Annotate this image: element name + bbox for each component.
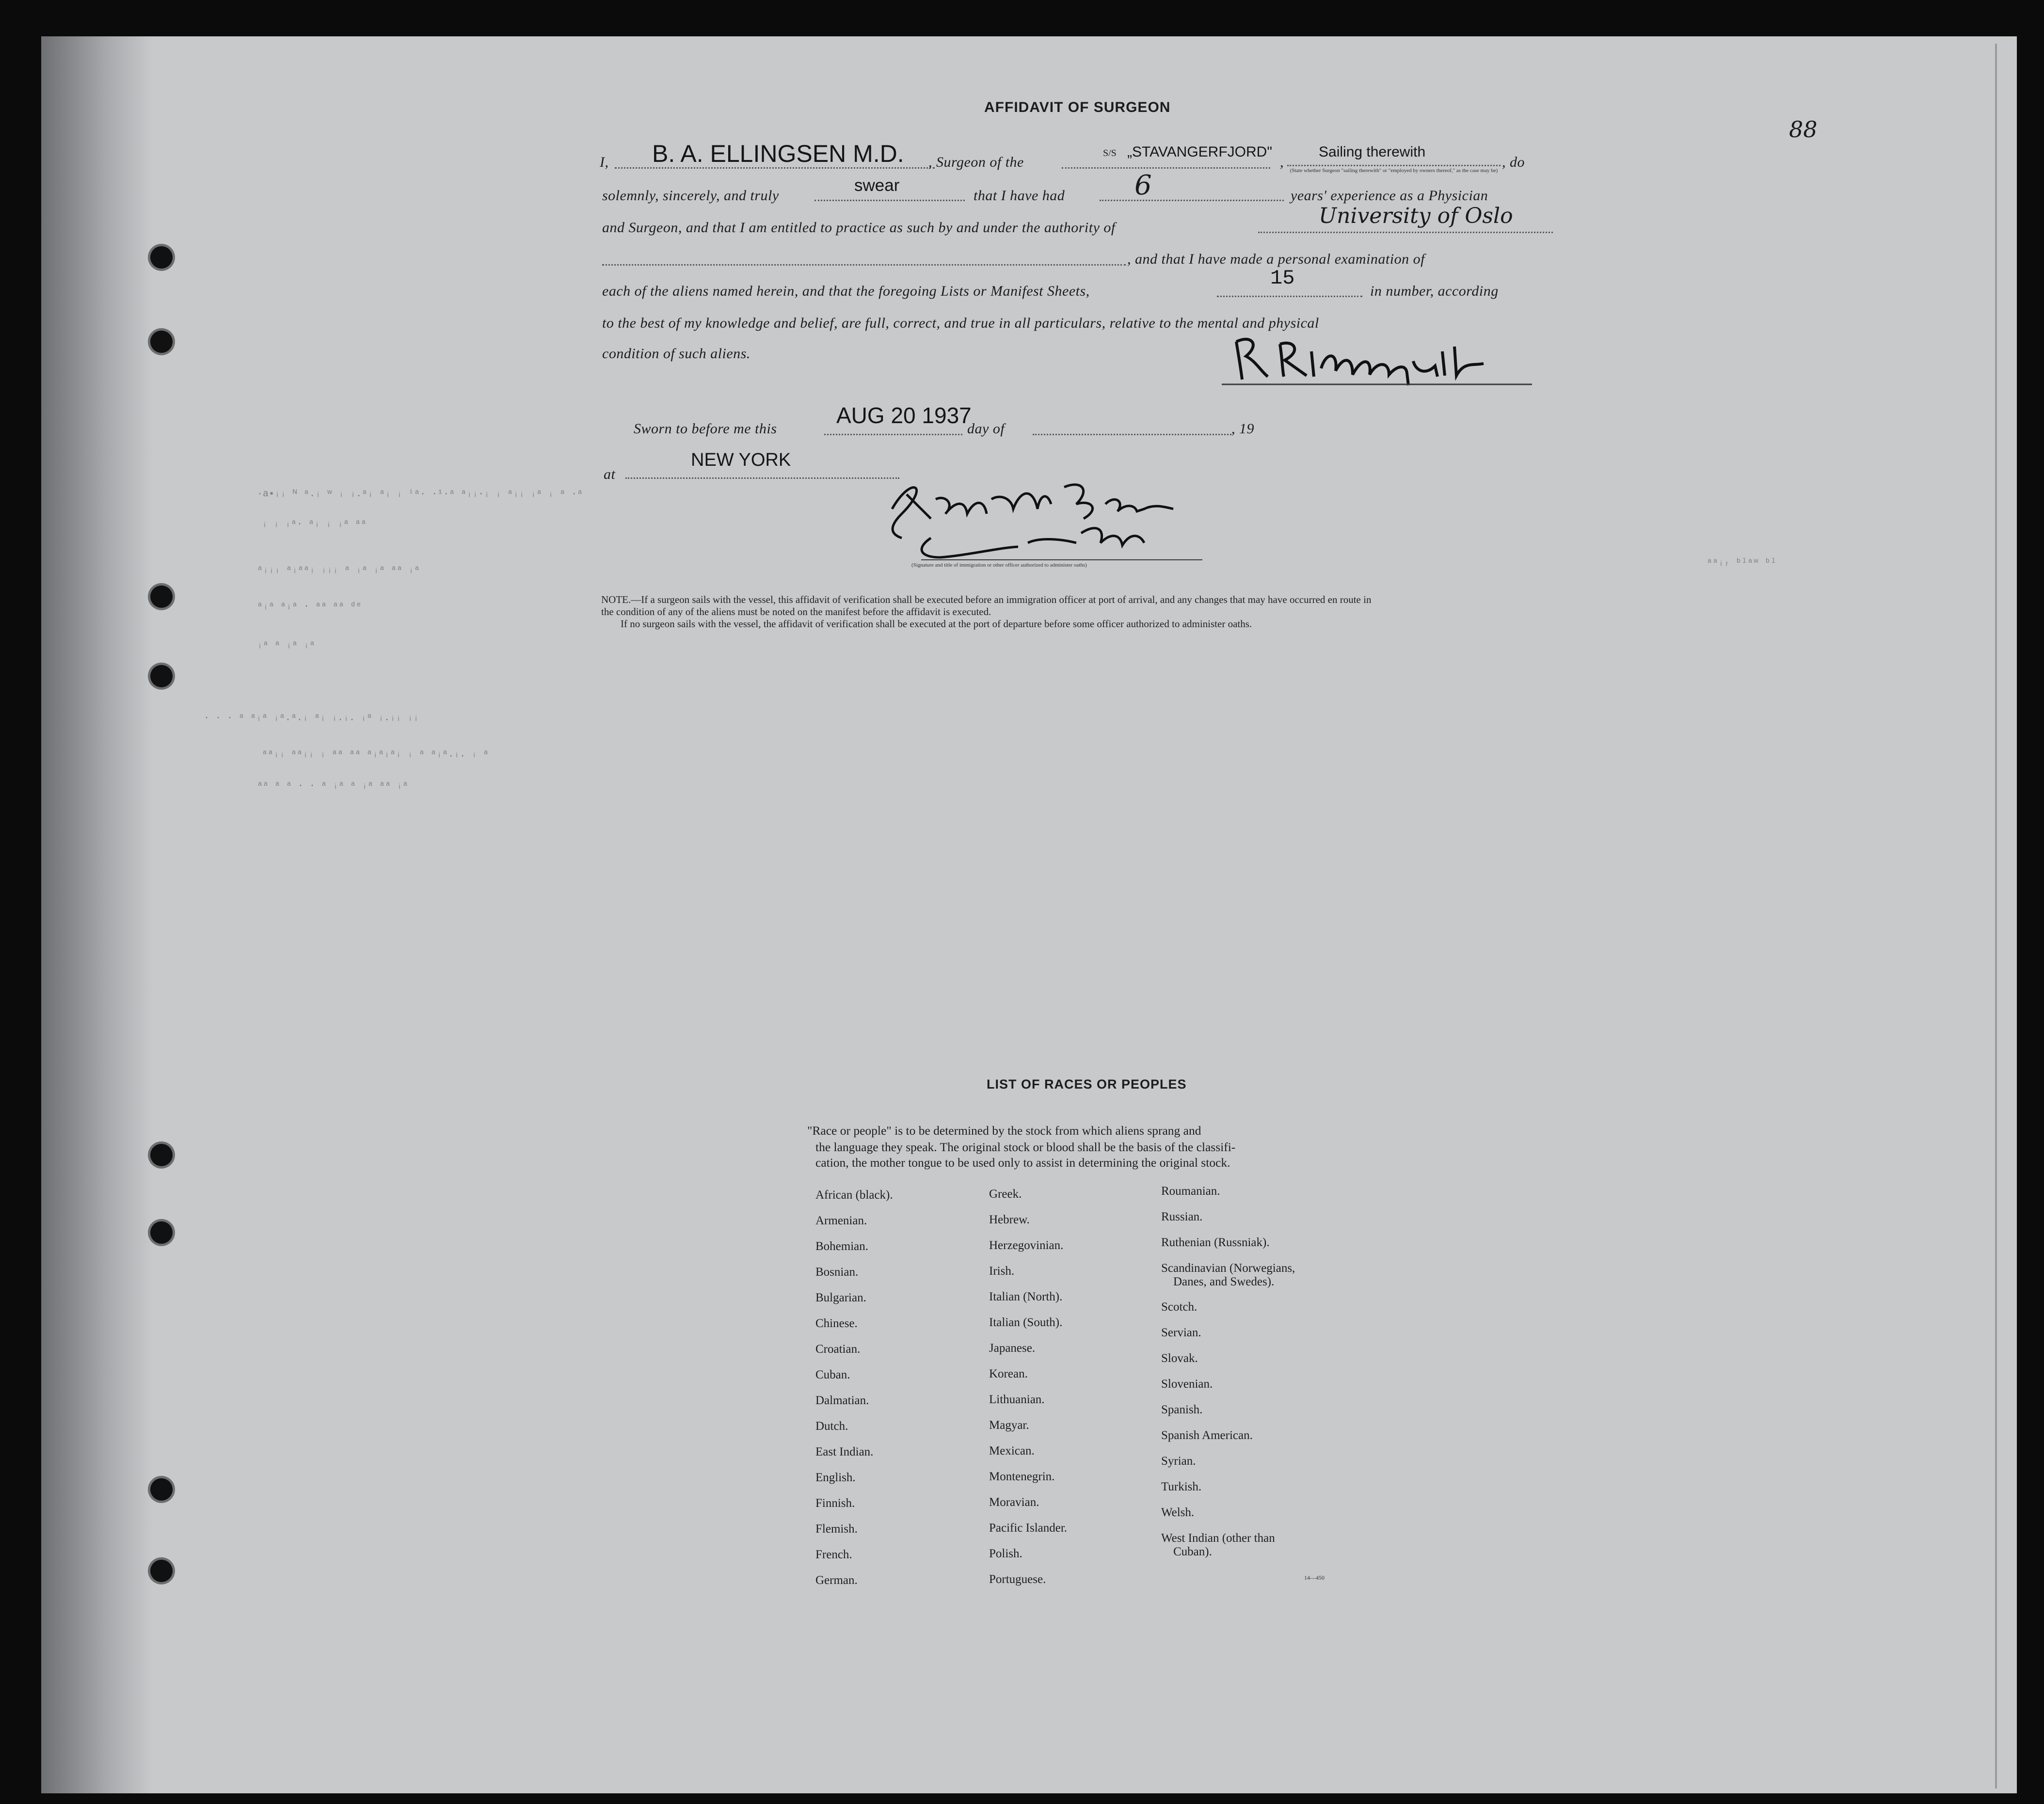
bleed-through: ·a▪ᵢᵢ ᴺ ᵃ.ᵢ ʷ ᵢ ᵢ.ᵃᵢ ᵃᵢ ᵢ ⁱᵃ· ·¹·ᵃ ᵃᵢᵢ·ᵢ ᵢ ᵃᵢᵢ ᵢᵃ ᵢ ᵃ ·ᵃ [257,489,583,500]
note-line: NOTE.—If a surgeon sails with the vessel, this affidavit of verification shall be executed before an immigration officer at port of arrival, and any changes that may have occurred en route in [601,594,1372,605]
note-line: If no surgeon sails with the vessel, the affidavit of verification shall be executed at the port of departure before some officer authorized to administer oaths. [621,618,1252,630]
licensing-authority: University of Oslo [1319,204,1513,228]
page-number: 88 [1789,116,1818,142]
underline [615,167,935,169]
race-item: Finnish. [815,1497,855,1510]
race-item: English. [815,1471,856,1484]
affidavit-text: each of the aliens named herein, and that the foregoing Lists or Manifest Sheets, [602,283,1090,299]
race-item: Danes, and Swedes). [1173,1275,1275,1288]
surgeon-name: B. A. ELLINGSEN M.D. [652,140,904,167]
binding-shadow [41,36,153,1793]
race-item: Scandinavian (Norwegians, [1161,1262,1295,1275]
race-item: Welsh. [1161,1506,1195,1519]
affidavit-text: , do [1502,154,1525,170]
race-item: Dalmatian. [815,1394,869,1407]
race-item: Moravian. [989,1496,1039,1509]
race-item: Bulgarian. [815,1291,866,1304]
race-item: Spanish American. [1161,1429,1253,1442]
bleed-through: ᵃᵃᵢᵢ ᵃᵃᵢᵢ ᵢ ᵃᵃ ᵃᵃ ᵃᵢᵃᵢᵃᵢ ᵢ ᵃ ᵃᵢᵃ.ᵢ. ᵢ ᵃ [262,749,489,760]
underline [625,477,899,479]
bleed-through: · · · ᵃ ᵃᵢᵃ ᵢᵃ.ᵃ.ᵢ ᵃᵢ ᵢ.ᵢ. ᵢᵃ ᵢ.ᵢᵢ ᵢᵢ [204,712,419,724]
affidavit-heading: AFFIDAVIT OF SURGEON [984,99,1171,115]
note-line: the condition of any of the aliens must be noted on the manifest before the affidavit is executed. [601,606,991,617]
underline [814,200,965,201]
year-prefix: , 19 [1231,421,1254,437]
race-item: Greek. [989,1187,1022,1201]
binder-hole [150,1478,173,1501]
underline [1287,165,1501,166]
affidavit-text: , [1280,154,1284,170]
affidavit-text: in number, according [1370,283,1499,299]
race-item: Flemish. [815,1522,858,1535]
affidavit-text: and Surgeon, and that I am entitled to practice as such by and under the authority of [602,220,1116,236]
race-item: Polish. [989,1547,1022,1560]
binder-hole [150,1560,173,1582]
race-item: Scotch. [1161,1300,1198,1313]
page-edge [1995,44,1997,1788]
race-item: Chinese. [815,1317,858,1330]
bleed-through: ᵢ ᵢ ᵢᵃ· ᵃᵢ ᵢ ᵢᵃ ᵃᵃ [262,519,367,530]
race-item: East Indian. [815,1445,874,1458]
binder-hole [150,246,173,269]
race-item: Turkish. [1161,1480,1202,1493]
bleed-through: ᵃᵃ ᵃ ᵃ · · ᵃ ᵢᵃ ᵃ ᵢᵃ ᵃᵃ ᵢᵃ [257,780,409,791]
bleed-through: ᵃᵢᵢᵢ ᵃᵢᵃᵃᵢ ᵢᵢᵢ ᵃ ᵢᵃ ᵢᵃ ᵃᵃ ᵢᵃ [257,565,420,576]
ship-name: „STAVANGERFJORD" [1127,144,1272,160]
races-heading: LIST OF RACES OR PEOPLES [987,1077,1187,1092]
binder-hole [150,665,173,687]
affidavit-text: years' experience as a Physician [1291,188,1488,204]
race-item: Magyar. [989,1419,1029,1432]
race-item: African (black). [815,1188,893,1202]
races-intro-line: the language they speak. The original stock or blood shall be the basis of the classifi- [815,1140,1236,1154]
underline [1100,200,1284,201]
race-item: German. [815,1574,858,1587]
race-item: Irish. [989,1265,1015,1278]
manifest-sheet-count: 15 [1270,267,1295,290]
race-item: Italian (South). [989,1316,1063,1329]
race-item: Dutch. [815,1420,848,1433]
race-item: Cuban). [1173,1545,1212,1558]
affidavit-text: condition of such aliens. [602,346,751,362]
race-item: Italian (North). [989,1290,1063,1303]
underline [824,434,962,435]
race-item: Cuban. [815,1368,850,1381]
race-item: Slovak. [1161,1352,1198,1365]
race-item: Portuguese. [989,1573,1046,1586]
race-item: Mexican. [989,1444,1035,1457]
race-item: Pacific Islander. [989,1521,1068,1535]
race-item: West Indian (other than [1161,1532,1275,1545]
underline [602,264,1126,266]
day-of-label: day of [967,421,1005,437]
race-item: Bohemian. [815,1240,869,1253]
at-label: at [604,466,616,482]
sworn-date-stamp: AUG 20 1937 [836,403,972,428]
binder-hole [150,331,173,353]
race-item: Armenian. [815,1214,867,1227]
officer-caption: (Signature and title of immigration or other officer authorized to administer oaths) [911,562,1087,568]
affidavit-text: solemnly, sincerely, and truly [602,188,779,204]
affidavit-text: that I have had [974,188,1065,204]
race-item: Korean. [989,1367,1028,1380]
race-item: Croatian. [815,1343,861,1356]
affidavit-text: I, [600,154,609,170]
sworn-place: NEW YORK [691,450,791,470]
form-number: 14—450 [1304,1574,1325,1581]
affidavit-text: , and that I have made a personal examination of [1127,251,1425,267]
races-intro-line: cation, the mother tongue to be used only to assist in determining the original stock. [815,1155,1230,1170]
years-experience: 6 [1134,170,1152,201]
sworn-label: Sworn to before me this [634,421,777,437]
race-item: Russian. [1161,1210,1203,1223]
race-item: Servian. [1161,1326,1201,1339]
race-item: Hebrew. [989,1213,1030,1226]
surgeon-signature [1222,322,1532,390]
underline [1258,232,1553,233]
bleed-through: ᵃᵢᵃ ᵃᵢᵃ · ᵃᵃ ᵃᵃ ᵈᵉ [257,601,362,612]
underline [1217,296,1362,297]
binder-hole [150,586,173,608]
races-intro-line: "Race or people" is to be determined by the stock from which aliens sprang and [807,1124,1201,1138]
race-item: Herzegovinian. [989,1239,1064,1252]
race-item: Japanese. [989,1342,1036,1355]
race-item: Montenegrin. [989,1470,1055,1483]
binder-hole [150,1221,173,1244]
race-item: Bosnian. [815,1266,859,1279]
race-item: Spanish. [1161,1403,1203,1416]
officer-signature [873,465,1241,572]
race-item: Ruthenian (Russniak). [1161,1236,1270,1249]
race-item: Roumanian. [1161,1185,1220,1198]
race-item: Lithuanian. [989,1393,1045,1406]
binder-hole [150,1144,173,1166]
race-item: Slovenian. [1161,1377,1213,1391]
sailing-status: Sailing therewith [1319,144,1426,160]
oath-type: swear [854,176,900,195]
sailing-hint: (State whether Surgeon "sailing therewith" or "employed by owners thereof," as the case may be) [1290,168,1498,174]
ship-prefix: S/S [1103,148,1117,158]
bleed-through: ᵃᵃᵢᵣ ᵇˡᵃʷ ᵇˡ [1707,557,1777,569]
bleed-through: ᵢᵃ ᵃ ᵢᵃ ᵢᵃ [257,640,316,651]
underline [1033,434,1231,435]
race-item: Syrian. [1161,1455,1196,1468]
affidavit-text: , Surgeon of the [928,154,1024,170]
affidavit-text: to the best of my knowledge and belief, are full, correct, and true in all particulars, relative to the mental and physical [602,315,1319,331]
race-item: French. [815,1548,852,1561]
underline [1062,167,1270,169]
